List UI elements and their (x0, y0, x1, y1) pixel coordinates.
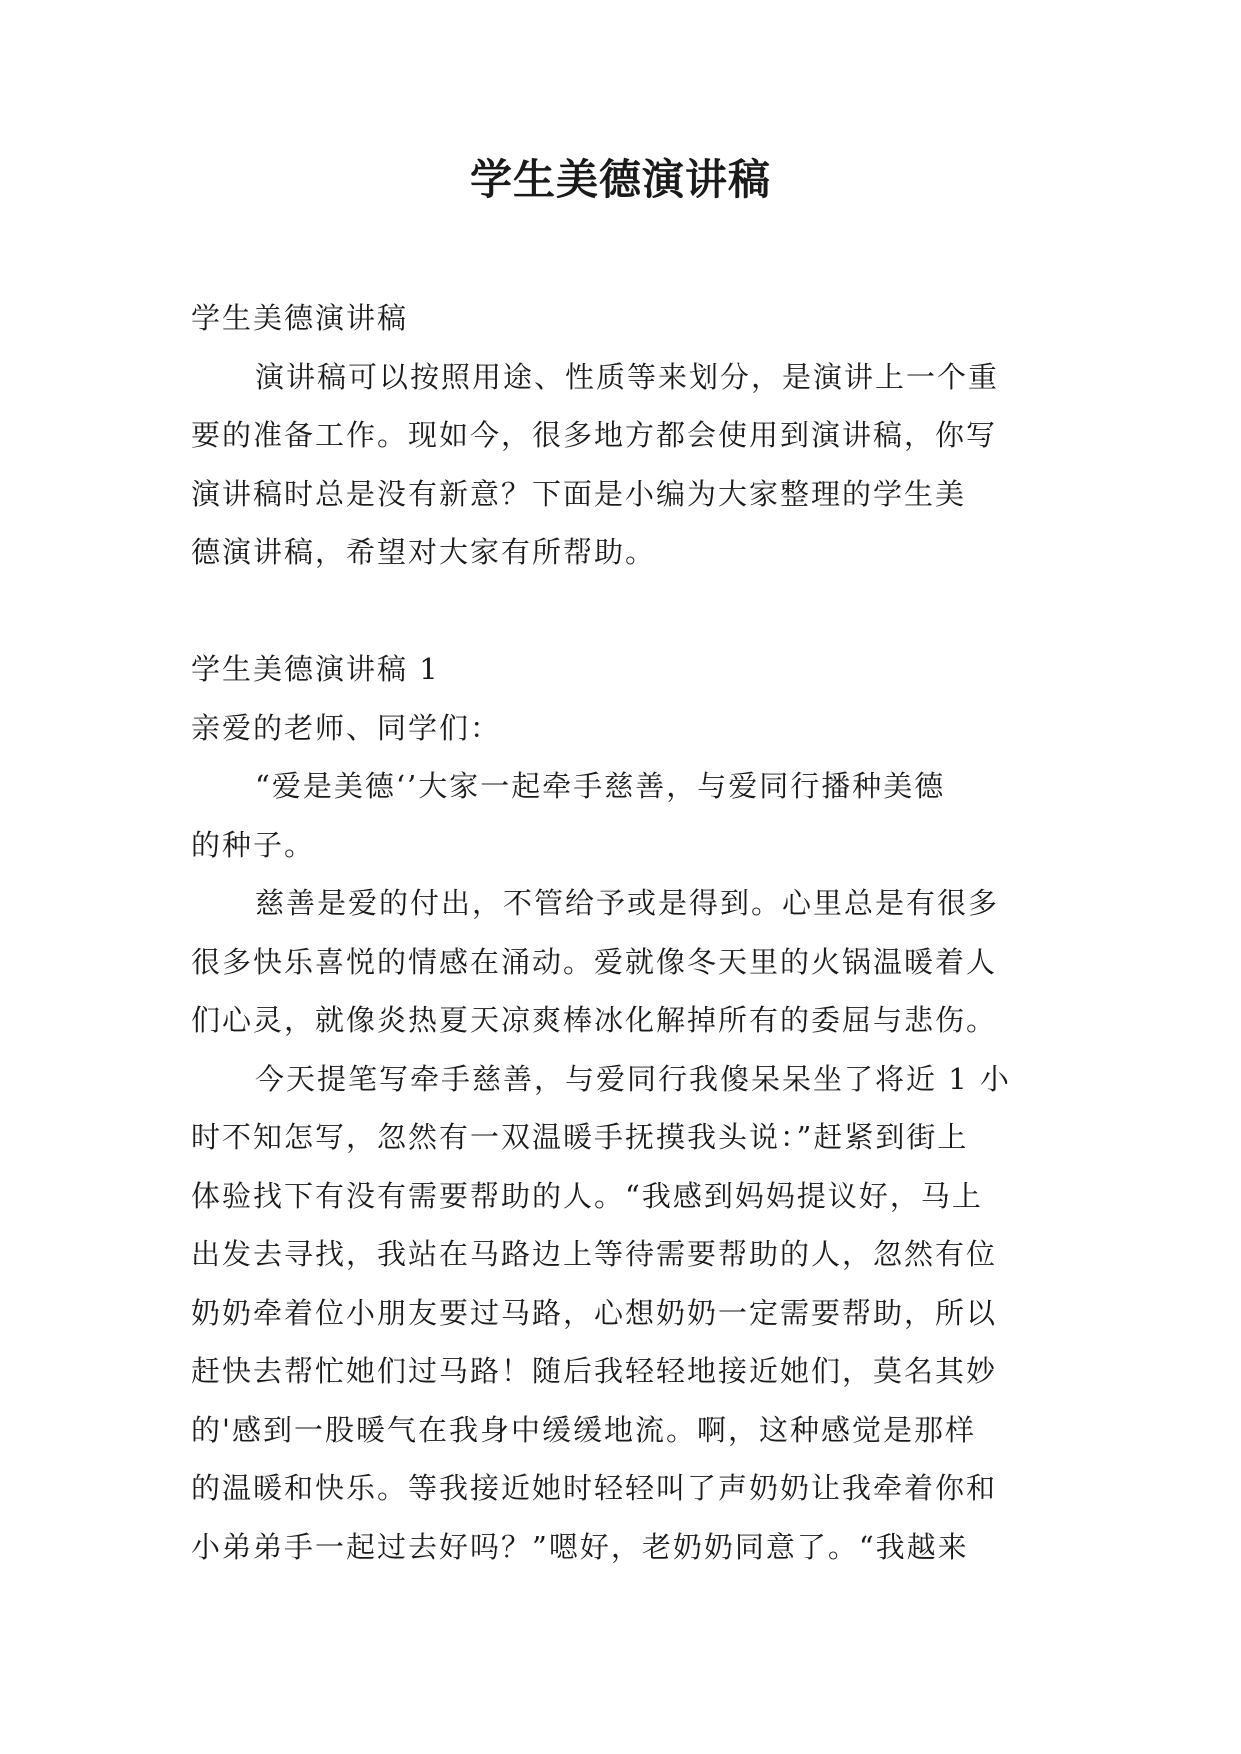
text-line: 小弟弟手一起过去好吗？”嗯好，老奶奶同意了。“我越来 (191, 1529, 969, 1564)
text-line: 慈善是爱的付出，不管给予或是得到。心里总是有很多 (255, 886, 1000, 920)
document-body (191, 289, 1051, 1576)
text-line: 的温暖和快乐。等我接近她时轻轻叫了声奶奶让我牵着你和 (191, 1471, 998, 1505)
paragraph-gap (191, 582, 1051, 641)
text-line: 要的准备工作。现如今，很多地方都会使用到演讲稿，你写 (191, 418, 998, 452)
text-line: 的种子。 (191, 827, 316, 862)
text-line: 演讲稿可以按照用途、性质等来划分，是演讲上一个重 (255, 359, 1000, 394)
text-line: 很多快乐喜悦的情感在涌动。爱就像冬天里的火锅温暖着人 (191, 944, 998, 979)
text-line: 德演讲稿，希望对大家有所帮助。 (191, 535, 657, 569)
text-line: 学生美德演讲稿 (191, 301, 409, 335)
text-line: 今天提笔写牵手慈善，与爱同行我傻呆呆坐了将近 1 小 (255, 1061, 1011, 1096)
text-line: “爱是美德‘’大家一起牵手慈善，与爱同行播种美德 (255, 769, 946, 803)
text-line: 亲爱的老师、同学们： (191, 710, 502, 745)
text-line: 体验找下有没有需要帮助的人。“我感到妈妈提议好，马上 (191, 1178, 983, 1213)
text-line: 学生美德演讲稿 1 (191, 652, 440, 686)
text-line: 赶快去帮忙她们过马路！随后我轻轻地接近她们，莫名其妙 (191, 1354, 998, 1388)
text-line: 的'感到一股暖气在我身中缓缓地流。啊，这种感觉是那样 (191, 1412, 976, 1447)
document-title: 学生美德演讲稿 (469, 155, 771, 204)
text-line: 出发去寻找，我站在马路边上等待需要帮助的人，忽然有位 (191, 1237, 998, 1271)
text-line: 们心灵，就像炎热夏天凉爽棒冰化解掉所有的委屈与悲伤。 (191, 1003, 998, 1037)
text-line: 奶奶牵着位小朋友要过马路，心想奶奶一定需要帮助，所以 (191, 1295, 998, 1330)
text-line: 演讲稿时总是没有新意？下面是小编为大家整理的学生美 (191, 476, 967, 511)
text-line: 时不知怎写，忽然有一双温暖手抚摸我头说：”赶紧到街上 (191, 1120, 969, 1154)
